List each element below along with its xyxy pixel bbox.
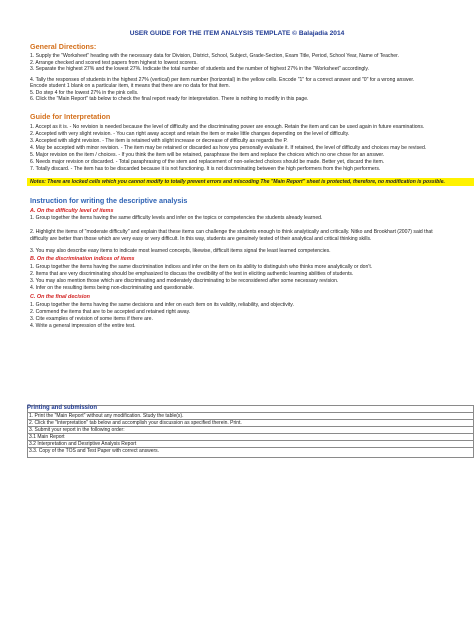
- printing-heading: Printing and submission: [27, 405, 98, 411]
- general-item-5: 5. Do step 4 for the lowest 27% in the pink cells.: [30, 89, 139, 96]
- difficulty-item-2: 2. Highlight the items of "moderate difficulty" and explain that these items can challenge the students enough to think analytically and critically. Nitko and Brookhart (2007) said that: [30, 229, 433, 235]
- general-item-4: 4. Tally the responses of students in the highest 27% (vertical) per item number (horizontal) in the yellow cells. Encode "1" for a correct answer and "0" for a wrong answer.: [30, 77, 415, 83]
- printing-item-2: 2. Click the "Interpretation" tab below and accomplish your discussion as specified therein. Print.: [27, 419, 474, 426]
- decision-item-4: 4. Write a general impression of the entire test.: [30, 323, 136, 329]
- difficulty-item-2-cont: difficulty are better than those which are very easy or very difficult. In this way, students are genuinely tested of their analytical and critical thinking skills.: [30, 235, 372, 242]
- general-item-3: 3. Separate the highest 27% and the lowest 27%. Indicate the total number of students and the number of highest 27% in the "Worksheet" accordingly.: [30, 66, 369, 72]
- discrimination-item-3: 3. You may also mention those which are discriminating and moderately discriminating to be reconsidered after some necessary revision.: [30, 278, 339, 284]
- difficulty-item-3: 3. You may also describe easy items to indicate most learned concepts, likewise, difficult items signal the least learned competencies.: [30, 248, 331, 254]
- descriptive-heading: Instruction for writing the descriptive analysis: [30, 196, 188, 205]
- difficulty-section-heading: A. On the difficulty level of items: [30, 208, 114, 214]
- interpretation-item-3: 3. Accepted with slight revision. - The item is retained with slight increase or decrease of difficulty as regards the P.: [30, 138, 288, 144]
- general-item-1: 1. Supply the "Worksheet" heading with the necessary data for Division, District, School, Subject, Grade-Section, Exam Title, Period, School Year, Name of Teacher.: [30, 53, 399, 59]
- discrimination-item-2: 2. Items that are very discriminating should be emphasized to discuss the credibility of the test in eliciting authentic learning abilities of students.: [30, 271, 354, 277]
- printing-item-3-1: 3.1 Main Report: [27, 433, 474, 440]
- printing-item-1: 1. Print the "Main Report" without any modification. Study the table(s).: [27, 412, 474, 419]
- interpretation-heading: Guide for Interpretation: [30, 112, 111, 121]
- printing-item-3: 3. Submit your report in the following order:: [27, 426, 474, 433]
- discrimination-item-1: 1. Group together the items having the same discrimination indices and infer on the item on its ability to distinguish who thinks more analytically or don't.: [30, 264, 373, 270]
- interpretation-item-1: 1. Accept as it is. - No revision is needed because the level of difficulty and the discriminating power are enough. Retain the item and can be used again in future examinations.: [30, 124, 425, 130]
- discrimination-item-4: 4. Infer on the resulting items being non-discriminating and questionable.: [30, 285, 194, 291]
- interpretation-item-7: 7. Totally discard. - The item has to be discarded because it is not functioning. It is not discriminating between the high performers from the high performers.: [30, 166, 381, 172]
- interpretation-item-4: 4. May be accepted with minor revision. - The item may be retained or discarded as how you personally evaluate it. If retained, the level of difficulty and choices may be revised.: [30, 145, 427, 151]
- decision-item-1: 1. Group together the items having the same decisions and infer on each item on its validity, reliability, and objectivity.: [30, 302, 294, 308]
- locked-cells-note: Notes: There are locked cells which you cannot modify to totally prevent errors and miscoding The "Main Report" sheet is protected, therefore, no modification is possible.: [27, 178, 474, 186]
- printing-submission-box: [27, 405, 474, 458]
- printing-item-3-3: 3.3. Copy of the TOS and Test Paper with correct answers.: [27, 447, 474, 454]
- general-item-4-cont: Encode student 1 blank on a particular item, it means that there are no data for that item.: [30, 83, 230, 89]
- general-directions-heading: General Directions:: [30, 42, 97, 51]
- decision-item-3: 3. Cite examples of revision of some items if there are.: [30, 316, 153, 322]
- interpretation-item-2: 2. Accepted with very slight revision. - You can right away accept and retain the item or make little changes depending on the level of difficulty.: [30, 131, 350, 137]
- interpretation-item-5: 5. Major revision on the item / choices. - If you think the item will be retained, paraphrase the item and replace the choices which no one chose for an answer.: [30, 152, 385, 158]
- general-item-2: 2. Arrange checked and scored test papers from highest to lowest scorers.: [30, 59, 198, 66]
- printing-item-3-2: 3.2 Interpretation and Desriptive Analysis Report: [27, 440, 474, 447]
- general-item-6: 6. Click the "Main Report" tab below to check the final report ready for interpretation. There is nothing to modify in this page.: [30, 96, 309, 102]
- discrimination-section-heading: B. On the discrimination indices of items: [30, 256, 135, 262]
- interpretation-item-6: 6. Needs major revision or discarded. - Total paraphrasing of the stem and replacement of non-selected choices should be made. Better yet, discard the item.: [30, 159, 385, 165]
- final-decision-section-heading: C. On the final decision: [30, 294, 90, 300]
- decision-item-2: 2. Commend the items that are to be accepted and retained right away.: [30, 309, 191, 315]
- difficulty-item-1: 1. Group together the items having the same difficulty levels and infer on the topics or competencies the students already learned.: [30, 215, 323, 221]
- page-title: USER GUIDE FOR THE ITEM ANALYSIS TEMPLATE © Balajadia 2014: [129, 30, 345, 37]
